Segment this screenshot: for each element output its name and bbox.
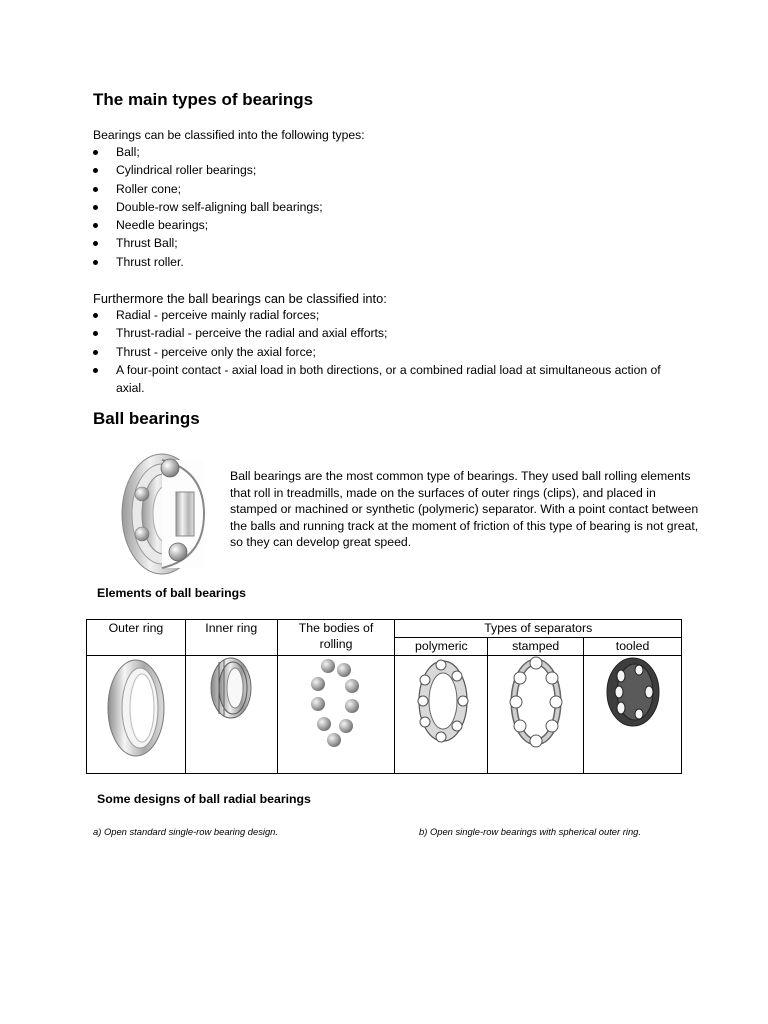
outer-ring-image [104, 656, 168, 760]
designs-title: Some designs of ball radial bearings [97, 792, 311, 806]
list-item: Radial - perceive mainly radial forces; [93, 306, 663, 324]
ball-bearing-types-list [93, 306, 663, 397]
balls-image [306, 656, 366, 748]
list-item: A four-point contact - axial load in both directions, or a combined radial load at simultaneous action of axial. [93, 361, 663, 398]
bearing-types-list [93, 143, 653, 271]
list-item: Ball; [93, 143, 653, 161]
col-outer-ring: Outer ring [87, 620, 186, 656]
list-item: Roller cone; [93, 180, 653, 198]
list-item: Needle bearings; [93, 216, 653, 234]
caption-b: b) Open single-row bearings with spherical outer ring. [419, 826, 641, 837]
col-rolling-bodies: The bodies of rolling [277, 620, 395, 656]
inner-ring-image [209, 656, 253, 720]
list-item: Thrust-radial - perceive the radial and axial efforts; [93, 324, 663, 342]
tooled-separator-cell [584, 656, 682, 774]
stamped-separator-image [508, 656, 564, 748]
inner-ring-cell [185, 656, 277, 774]
col-polymeric: polymeric [395, 638, 488, 656]
intro-ball-types-text: Furthermore the ball bearings can be classified into: [93, 291, 387, 306]
col-stamped: stamped [488, 638, 584, 656]
elements-table [86, 619, 682, 774]
ball-bearings-paragraph: Ball bearings are the most common type of bearings. They used ball rolling elements that roll in treadmills, made on the surfaces of outer rings (clips), and placed in stamped or machined or synthetic (polymeric) separator. With a point contact between the balls and running track at the moment of friction of this type of bearing is not great, so they can develop great speed. [230, 469, 699, 549]
col-separator-types: Types of separators [395, 620, 682, 638]
col-tooled: tooled [584, 638, 682, 656]
list-item: Thrust - perceive only the axial force; [93, 343, 663, 361]
polymeric-separator-image [413, 656, 469, 746]
rolling-bodies-cell [277, 656, 395, 774]
heading-ball-bearings: Ball bearings [93, 409, 200, 428]
list-item: Thrust roller. [93, 253, 653, 271]
list-item: Cylindrical roller bearings; [93, 161, 653, 179]
list-item: Thrust Ball; [93, 234, 653, 252]
stamped-separator-cell [488, 656, 584, 774]
list-item: Double-row self-aligning ball bearings; [93, 198, 653, 216]
polymeric-separator-cell [395, 656, 488, 774]
elements-title: Elements of ball bearings [97, 586, 246, 600]
intro-types-text: Bearings can be classified into the following types: [93, 128, 365, 142]
col-inner-ring: Inner ring [185, 620, 277, 656]
caption-a: a) Open standard single-row bearing design. [93, 826, 279, 837]
heading-main-types: The main types of bearings [93, 90, 314, 109]
outer-ring-cell [87, 656, 186, 774]
ball-bearing-illustration [118, 450, 214, 580]
tooled-separator-image [605, 656, 661, 728]
